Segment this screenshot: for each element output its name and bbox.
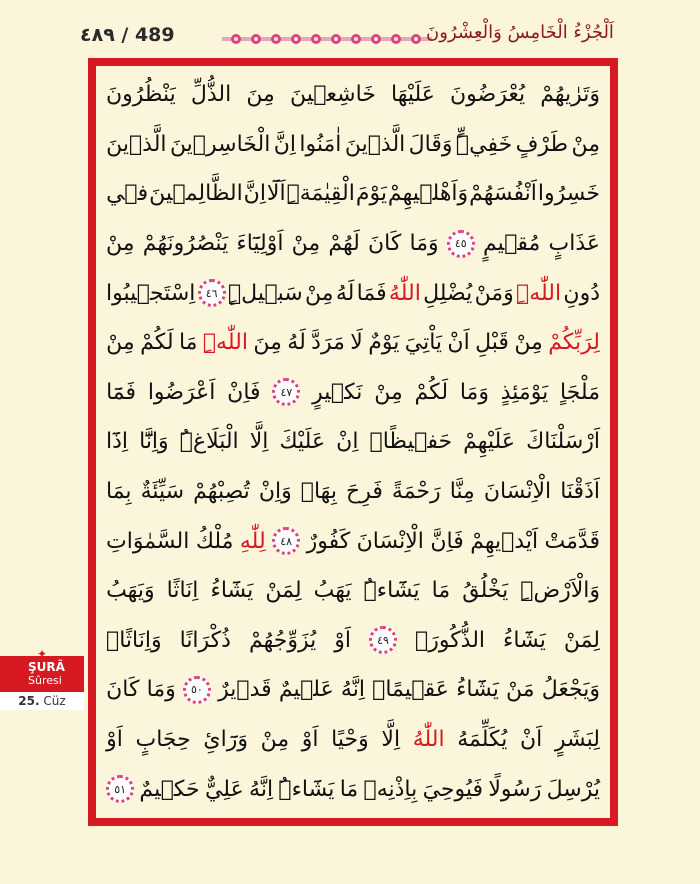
verse-word: اَعْرَضُوا: [147, 379, 216, 405]
verse-word: وَتَرٰيهُمْ: [540, 82, 600, 108]
verse-word: قَدَّمَتْ: [544, 528, 600, 554]
verse-word: عَلَيْكَ: [279, 429, 326, 455]
verse-line: [100, 715, 606, 765]
verse-word: يُرْسِلَ: [546, 776, 600, 802]
verse-word: الْاِنْسَانَ: [356, 528, 424, 554]
verse-word: اَرْسَلْنَاكَ: [526, 429, 600, 455]
page-number: ٤٨٩ / 489: [80, 24, 175, 46]
verse-word: فَيُوحِيَ: [422, 776, 484, 802]
verse-line: [100, 169, 606, 219]
verse-word: اِنَّ: [243, 181, 266, 207]
verse-word: لِمَنْ: [563, 627, 600, 653]
verse-word: يَخْلُقُ: [462, 578, 509, 604]
verse-word: مَا: [178, 330, 198, 356]
verse-word: عَذَابٍ: [548, 231, 600, 257]
verse-word: دُونِ: [563, 280, 600, 306]
verse-number-marker: ٤٨: [272, 527, 300, 555]
verse-line: [100, 70, 606, 120]
verse-text-block: [100, 70, 606, 814]
verse-word: لَا: [350, 330, 363, 356]
verse-word: اَنْفُسَهُمْ: [469, 181, 537, 207]
verse-word: يَشَٓاءُ: [503, 627, 546, 653]
verse-word: يُزَوِّجُهُمْ: [248, 627, 317, 653]
verse-word: وَيَجْعَلُ: [541, 677, 600, 703]
verse-word: فَاِنْ: [227, 379, 261, 405]
verse-word: اَنْ: [447, 330, 470, 356]
verse-word: يَشَٓاءُۜ: [278, 776, 335, 802]
verse-word: يَنْصُرُونَهُمْ: [142, 231, 229, 257]
verse-word: اَنْ: [519, 727, 543, 753]
verse-word: فٖي: [106, 181, 149, 207]
verse-word: وَيَهَبُ: [106, 578, 155, 604]
verse-word: وَمَا: [459, 379, 489, 405]
verse-word: ذُكْرَانًا: [179, 627, 231, 653]
verse-word: قَبْلِ: [475, 330, 509, 356]
verse-word: خَسِرُوا: [537, 181, 600, 207]
divine-name-word: اللّٰهُ: [388, 280, 421, 306]
verse-word: يَهَبُ: [313, 578, 352, 604]
verse-word: عَلَيْهِمْ: [463, 429, 515, 455]
verse-word: وَحْيًا: [331, 727, 369, 753]
verse-word: الْقِيٰمَةِۜ: [286, 181, 355, 207]
verse-word: بِمَا: [106, 479, 132, 505]
surah-side-tab[interactable]: [0, 647, 84, 708]
verse-word: رَحْمَةً: [391, 479, 441, 505]
verse-word: كَانَ: [106, 677, 140, 703]
verse-word: وَالْاَرْضِۜ: [520, 578, 600, 604]
verse-word: الذُّلِّ: [190, 82, 232, 108]
verse-word: وَمَنْ: [474, 280, 514, 306]
surah-label: Sûresi: [28, 674, 62, 687]
verse-word: وَمَا: [146, 677, 176, 703]
verse-word: الذُّكُورَۙ: [415, 627, 486, 653]
verse-word: مِنَ: [246, 82, 275, 108]
verse-line: [100, 516, 606, 566]
verse-word: مِنْ: [374, 379, 403, 405]
verse-word: عَقٖيمًاۜ: [372, 677, 449, 703]
verse-word: مِنَ: [253, 330, 282, 356]
verse-word: اِنْ: [336, 429, 359, 455]
verse-line: [100, 268, 606, 318]
verse-word: اِلَّا: [249, 429, 269, 455]
verse-word: الْبَلَاغُۜ: [179, 429, 239, 455]
verse-line: [100, 368, 606, 418]
verse-number-marker: ٥١: [106, 775, 134, 803]
verse-word: وَاِنَّٓا: [139, 429, 169, 455]
verse-word: اَلَٓا: [266, 181, 286, 207]
verse-word: مِنْ: [305, 280, 334, 306]
verse-word: مَلْجَاٍ: [560, 379, 600, 405]
verse-word: لَهُ: [335, 280, 355, 306]
verse-line: [100, 120, 606, 170]
juz-number: 25.: [18, 694, 40, 708]
verse-word: يَوْمَئِذٍ: [500, 379, 549, 405]
verse-word: عَلَيْهَا: [391, 82, 435, 108]
verse-word: وَقَالَ: [408, 131, 453, 157]
divine-name-word: اللّٰهِۜ: [516, 280, 562, 306]
verse-line: [100, 417, 606, 467]
verse-word: الظَّالِمٖينَ: [149, 181, 243, 207]
verse-word: طَرْفٍ: [515, 131, 569, 157]
juz-title: اَلْجُزْءُ الْخَامِسُ وَالْعِشْرُونَ: [426, 22, 614, 43]
verse-word: الَّذٖينَ: [106, 131, 167, 157]
page-header: [0, 0, 700, 60]
verse-word: سَيِّئَةٌ: [140, 479, 185, 505]
verse-word: وَمَا: [409, 231, 439, 257]
verse-word: يَوْمٌ: [368, 330, 400, 356]
verse-word: اَوْ: [106, 727, 123, 753]
verse-word: قَدٖيرٌ: [218, 677, 272, 703]
verse-word: حَكٖيمٌ: [139, 776, 200, 802]
verse-word: اَذَقْنَا: [560, 479, 600, 505]
verse-word: لِمَنْ: [265, 578, 302, 604]
verse-word: اَوْ: [301, 727, 319, 753]
verse-word: مَرَدَّ: [311, 330, 345, 356]
verse-word: اِنَاثًا: [166, 578, 199, 604]
verse-word: اَوْلِيَٓاءَ: [236, 231, 284, 257]
verse-word: فَرِحَ: [346, 479, 383, 505]
verse-word: يَنْظُرُونَ: [106, 82, 176, 108]
verse-word: وَاَهْلٖيهِمْ: [387, 181, 469, 207]
ornament-band-icon: [222, 26, 432, 52]
verse-word: لَكُمْ: [414, 379, 449, 405]
verse-word: وَرَٓائِ: [203, 727, 248, 753]
verse-word: يَشَٓاءُ: [456, 677, 499, 703]
verse-word: نَكٖيرٍ: [312, 379, 363, 405]
juz-label: [0, 692, 84, 710]
verse-word: حِجَابٍ: [135, 727, 191, 753]
verse-word: اِذَٓا: [106, 429, 129, 455]
verse-number-marker: ٤٧: [272, 378, 300, 406]
verse-word: مِنْ: [106, 231, 135, 257]
verse-word: يَشَٓاءُ: [210, 578, 254, 604]
verse-word: الْخَاسِرٖينَ: [169, 131, 271, 157]
verse-word: فَاِنَّ: [430, 528, 464, 554]
verse-word: اَوْ: [334, 627, 351, 653]
divine-name-word: اللّٰهُ: [412, 727, 445, 753]
verse-line: [100, 467, 606, 517]
verse-word: خَاشِعٖينَ: [289, 82, 376, 108]
verse-word: اِسْتَجٖيبُوا: [106, 280, 196, 306]
surah-name: ŞURÂ: [28, 660, 65, 674]
verse-word: فَمَٓا: [106, 379, 137, 405]
verse-word: مَا: [339, 776, 359, 802]
verse-word: كَانَ: [368, 231, 402, 257]
verse-word: بِهَاۚ: [300, 479, 337, 505]
verse-word: السَّمٰوَاتِ: [106, 528, 190, 554]
divine-name-word: لِرَبِّكُمْ: [548, 330, 600, 356]
verse-word: مِنْ: [514, 330, 543, 356]
juz-label-text: Cüz: [43, 694, 66, 708]
verse-word: لَكُمْ: [140, 330, 174, 356]
verse-word: عَلٖيمٌ: [278, 677, 334, 703]
verse-word: مُقٖيمٍ: [482, 231, 541, 257]
verse-word: مَا: [431, 578, 451, 604]
verse-word: تُصِبْهُمْ: [193, 479, 250, 505]
verse-word: مُلْكُ: [195, 528, 234, 554]
verse-word: مِنَّا: [449, 479, 475, 505]
verse-word: لَهُمْ: [328, 231, 360, 257]
verse-word: فَمَا: [356, 280, 387, 306]
verse-number-marker: ٥٠: [183, 676, 211, 704]
verse-word: اِنَّ: [273, 131, 296, 157]
verse-word: الَّذٖينَ: [344, 131, 406, 157]
verse-word: حَفٖيظًاۜ: [369, 429, 453, 455]
verse-number-marker: ٤٦: [198, 279, 226, 307]
divine-name-word: لِلّٰهِ: [239, 528, 266, 554]
verse-word: يُكَلِّمَهُ: [457, 727, 508, 753]
verse-word: رَسُولًا: [488, 776, 542, 802]
verse-word: خَفِيٍّۜ: [455, 131, 513, 157]
verse-word: الْاِنْسَانَ: [483, 479, 552, 505]
verse-line: [100, 665, 606, 715]
verse-line: [100, 764, 606, 814]
verse-word: يَشَٓاءُۜ: [363, 578, 420, 604]
verse-word: مِنْ: [291, 231, 321, 257]
fleur-icon: ✦: [36, 647, 48, 661]
verse-word: لِبَشَرٍ: [554, 727, 600, 753]
verse-line: [100, 616, 606, 666]
verse-word: مِنْ: [260, 727, 290, 753]
verse-word: بِاِذْنِهٖ: [363, 776, 418, 802]
verse-word: اِنَّهُ: [249, 776, 274, 802]
verse-word: اِنَّهُ: [340, 677, 365, 703]
verse-word: اِلَّا: [381, 727, 401, 753]
verse-word: مَنْ: [506, 677, 535, 703]
verse-line: [100, 219, 606, 269]
verse-word: يُضْلِلِ: [423, 280, 473, 306]
verse-word: اَيْدٖيهِمْ: [470, 528, 539, 554]
verse-word: وَاِنْ: [258, 479, 292, 505]
verse-word: وَاِنَاثًاۚ: [106, 627, 162, 653]
verse-word: لَهُ: [287, 330, 306, 356]
verse-word: يَاْتِيَ: [404, 330, 443, 356]
verse-word: يُعْرَضُونَ: [450, 82, 526, 108]
divine-name-word: اللّٰهِۜ: [202, 330, 248, 356]
verse-word: مِنْ: [571, 131, 600, 157]
verse-number-marker: ٤٩: [369, 626, 397, 654]
verse-word: عَلِيٌّ: [204, 776, 244, 802]
verse-number-marker: ٤٥: [447, 230, 475, 258]
verse-line: [100, 566, 606, 616]
verse-word: يَوْمَ: [355, 181, 387, 207]
verse-line: [100, 318, 606, 368]
verse-word: سَبٖيلٍۜ: [227, 280, 303, 306]
verse-word: كَفُورٌ: [306, 528, 351, 554]
verse-word: اٰمَنُوا: [299, 131, 342, 157]
verse-word: مِنْ: [106, 330, 135, 356]
